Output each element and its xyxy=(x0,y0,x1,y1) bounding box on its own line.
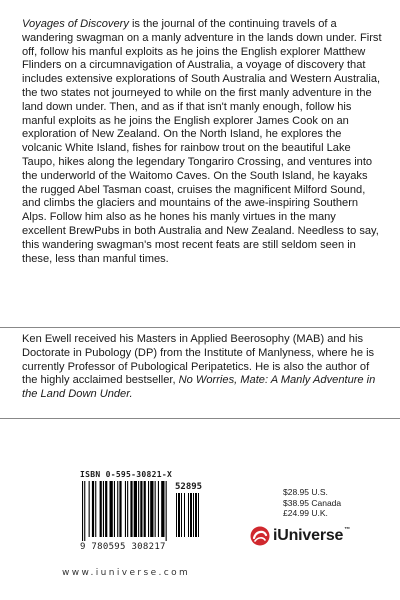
trademark-symbol: ™ xyxy=(344,527,351,533)
book-title: Voyages of Discovery xyxy=(22,18,129,30)
publisher-website: www.iuniverse.com xyxy=(62,568,191,578)
divider-bottom xyxy=(0,418,400,419)
author-bio xyxy=(22,333,382,402)
swirl-logo-icon xyxy=(250,526,270,546)
description-text: is the journal of the continuing travels of a wandering swagman on a manly adventure in the lands down under. First off, follow his manful exploits as he joins the English explorer Matthew Flinders on a circumnavigation of Australia, a voyage of discovery that includes extensive explorations of South Australia and Western Australia, the two states not journeyed to while on the first manly adventure in the land down under. Then, and as if that isn't manly enough, follow his manful exploits as he joins the English explorer James Cook on an exploration of New Zealand. On the North Island, he explores the volcanic White Island, fishes for rainbow trout on the beautiful Lake Taupo, hikes along the legendary Tongariro Crossing, and ventures into the underworld of the Waitomo Caves. On the South Island, he kayaks the rugged Abel Tasman coast, cruises the magnificent Milford Sound, and climbs the glaciers and mountains of the awe-inspiring Southern Alps. Follow him also as he hones his manly virtues in the many excellent BrewPubs in both Australia and New Zealand. Needless to say, this wandering swagman's most recent feats are still seldom seen in these, less than manful times. xyxy=(22,18,382,265)
barcode-block xyxy=(80,470,210,556)
divider-top xyxy=(0,327,400,328)
price-code: 52895 xyxy=(175,482,203,492)
price-list xyxy=(283,487,341,519)
book-description xyxy=(22,18,382,266)
price-uk: £24.99 U.K. xyxy=(283,508,328,518)
publisher-logo xyxy=(250,526,350,546)
isbn-label: ISBN 0-595-30821-X xyxy=(80,470,173,479)
publisher-name xyxy=(273,527,350,545)
other-book-title: No Worries, Mate: A Manly Adventure in the Land Down Under. xyxy=(22,374,376,401)
publisher-name-text: iUniverse xyxy=(273,527,344,544)
barcode-digits: 9 780595 308217 xyxy=(80,542,166,552)
price-canada: $38.95 Canada xyxy=(283,497,342,508)
price-us: $28.95 U.S. xyxy=(283,487,328,497)
author-bio-text: Ken Ewell received his Masters in Applied Beerosophy (MAB) and his Doctorate in Pubology (DP) from the Institute of Manlyness, where he is currently Professor of Pubological Peripatetics. He is also the author of the highly acclaimed bestseller, xyxy=(22,333,375,387)
